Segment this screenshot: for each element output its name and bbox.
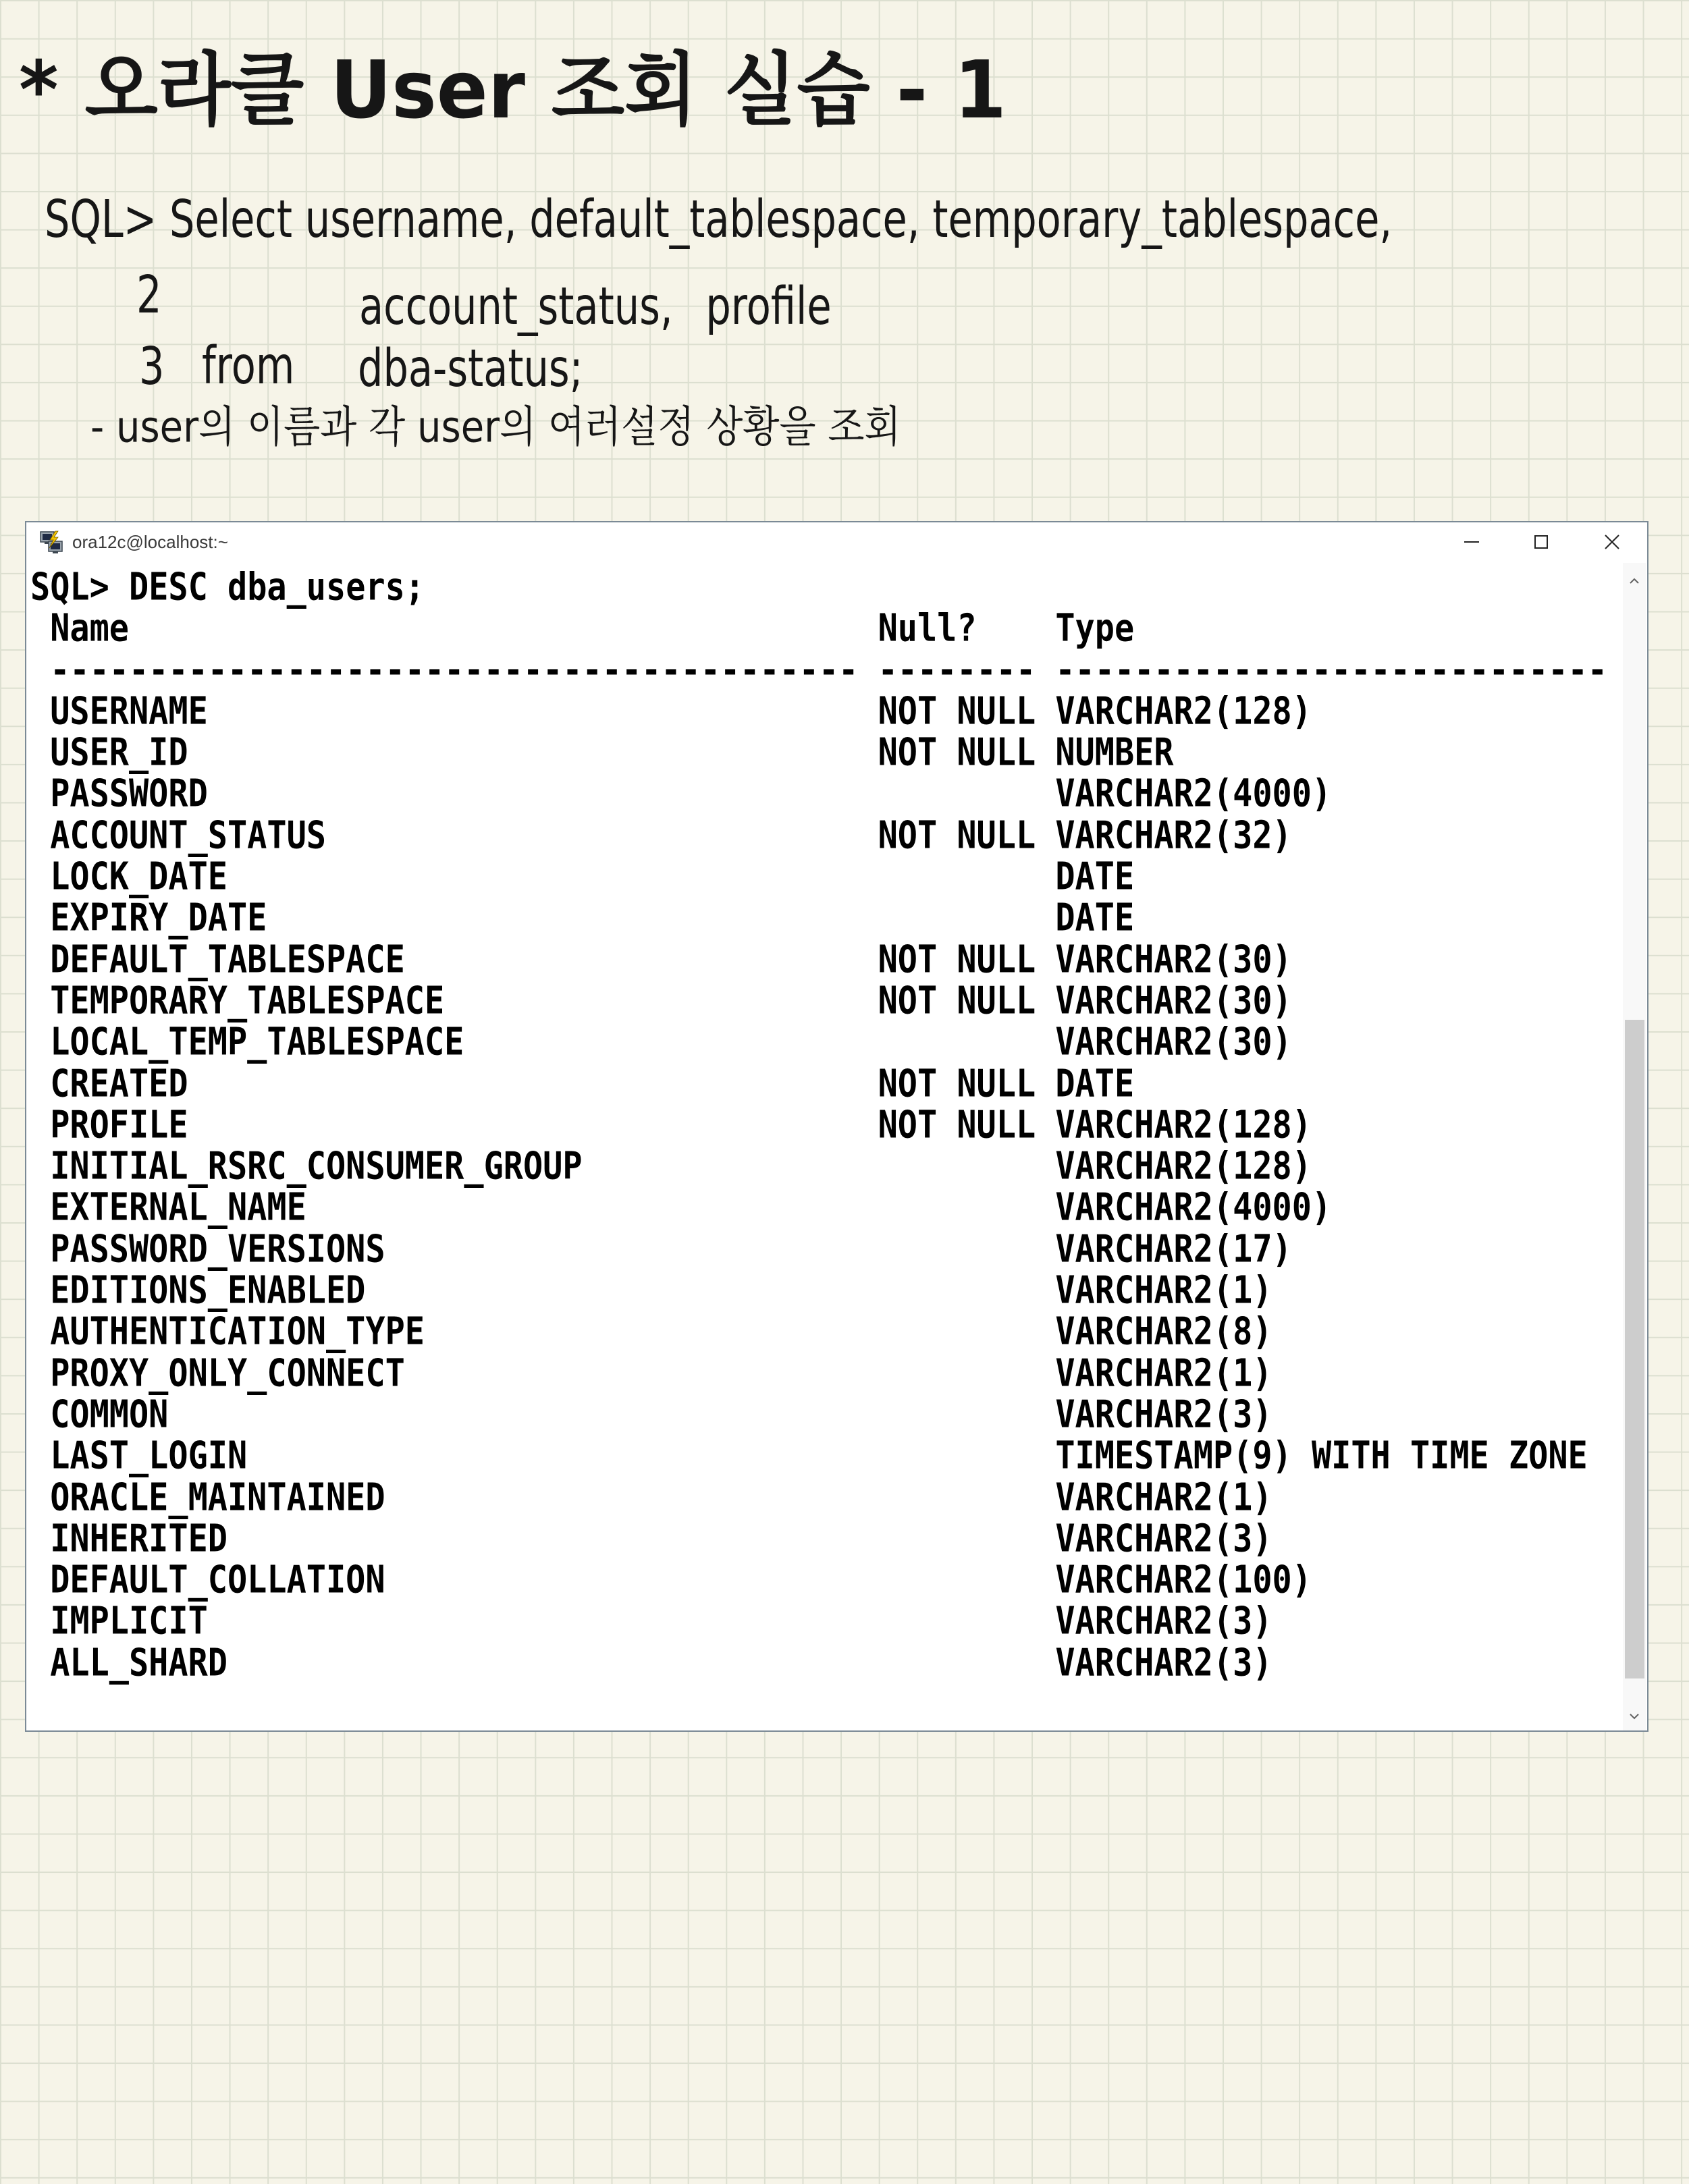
table-row: [30, 977, 1292, 1025]
data-type-cell: DATE: [1055, 854, 1135, 899]
separator-null: --------: [878, 648, 1036, 692]
terminal-text: [30, 565, 1607, 1685]
data-type-cell: VARCHAR2(32): [1055, 813, 1292, 857]
column-name-cell: LAST_LOGIN: [50, 1434, 248, 1478]
table-row: [30, 1474, 1272, 1521]
header-type: Type: [1055, 606, 1135, 651]
window-titlebar[interactable]: [26, 522, 1647, 563]
data-type-cell: VARCHAR2(128): [1055, 1144, 1312, 1189]
table-row: [30, 1309, 1272, 1356]
data-type-cell: VARCHAR2(3): [1055, 1517, 1272, 1560]
data-type-cell: VARCHAR2(3): [1055, 1641, 1272, 1685]
data-type-cell: VARCHAR2(4000): [1055, 1186, 1332, 1230]
column-name-cell: IMPLICIT: [50, 1600, 208, 1643]
column-name-cell: AUTHENTICATION_TYPE: [50, 1310, 425, 1354]
note-from-keyword: from: [202, 335, 295, 396]
data-type-cell: VARCHAR2(30): [1055, 937, 1292, 981]
data-type-cell: VARCHAR2(1): [1055, 1351, 1272, 1395]
vertical-scrollbar[interactable]: [1623, 563, 1646, 1730]
null-constraint-cell: NOT NULL: [878, 1062, 1036, 1105]
column-name-cell: PROFILE: [50, 1103, 188, 1147]
table-row: [30, 895, 1135, 942]
table-row: [30, 1598, 1272, 1645]
table-row: [30, 1433, 1588, 1480]
data-type-cell: VARCHAR2(3): [1055, 1600, 1272, 1643]
data-type-cell: VARCHAR2(4000): [1055, 772, 1332, 816]
close-button[interactable]: [1578, 522, 1646, 562]
data-type-cell: VARCHAR2(1): [1055, 1268, 1272, 1313]
note-query-line-1: SQL> Select username, default_tablespace, temporary_tablespace,: [45, 188, 1393, 250]
data-type-cell: NUMBER: [1055, 730, 1174, 775]
column-name-cell: LOCAL_TEMP_TABLESPACE: [50, 1020, 464, 1064]
null-constraint-cell: NOT NULL: [878, 979, 1036, 1023]
data-type-cell: VARCHAR2(17): [1055, 1227, 1292, 1271]
column-name-cell: TEMPORARY_TABLESPACE: [50, 979, 445, 1023]
column-name-cell: DEFAULT_COLLATION: [50, 1558, 385, 1602]
data-type-cell: VARCHAR2(30): [1055, 1020, 1292, 1064]
maximize-icon: [1534, 535, 1548, 549]
table-row: [30, 853, 1135, 900]
minimize-icon: [1464, 541, 1479, 543]
data-type-cell: VARCHAR2(1): [1055, 1475, 1272, 1519]
column-name-cell: ORACLE_MAINTAINED: [50, 1475, 385, 1519]
column-name-cell: PROXY_ONLY_CONNECT: [50, 1351, 405, 1395]
terminal-output[interactable]: [26, 563, 1647, 1730]
scrollbar-thumb[interactable]: [1625, 1020, 1644, 1678]
terminal-window[interactable]: [25, 521, 1648, 1732]
table-row: [30, 688, 1312, 735]
note-line-number-3: 3: [139, 335, 165, 397]
data-type-cell: VARCHAR2(30): [1055, 979, 1292, 1023]
data-type-cell: VARCHAR2(3): [1055, 1392, 1272, 1437]
header-null: Null?: [878, 606, 977, 651]
column-name-cell: ALL_SHARD: [50, 1641, 227, 1685]
table-row: [30, 1515, 1272, 1562]
table-row: [30, 936, 1292, 983]
command-line: [30, 564, 425, 611]
separator-type: ----------------------------: [1055, 648, 1607, 692]
maximize-button[interactable]: [1507, 522, 1575, 562]
column-name-cell: PASSWORD_VERSIONS: [50, 1227, 385, 1271]
scroll-down-button[interactable]: [1623, 1703, 1646, 1730]
window-title: ora12c@localhost:~: [72, 532, 228, 552]
table-row: [30, 1639, 1272, 1687]
table-row: [30, 1226, 1292, 1273]
column-name-cell: EXTERNAL_NAME: [50, 1186, 306, 1230]
chevron-up-icon: [1629, 578, 1640, 584]
data-type-cell: VARCHAR2(100): [1055, 1558, 1312, 1602]
data-type-cell: VARCHAR2(8): [1055, 1310, 1272, 1354]
note-table-name: dba-status;: [358, 337, 583, 399]
table-header-row: [30, 605, 1135, 653]
table-row: [30, 812, 1292, 859]
column-name-cell: INITIAL_RSRC_CONSUMER_GROUP: [50, 1144, 583, 1189]
column-name-cell: LOCK_DATE: [50, 854, 227, 899]
table-row: [30, 1391, 1272, 1438]
separator-row: [30, 647, 1607, 694]
data-type-cell: TIMESTAMP(9) WITH TIME ZONE: [1055, 1434, 1588, 1478]
chevron-down-icon: [1629, 1713, 1640, 1720]
table-row: [30, 771, 1332, 818]
column-name-cell: EXPIRY_DATE: [50, 896, 267, 940]
table-body: [30, 689, 1588, 1685]
putty-icon[interactable]: [39, 530, 65, 555]
column-name-cell: ACCOUNT_STATUS: [50, 813, 326, 857]
column-name-cell: EDITIONS_ENABLED: [50, 1268, 366, 1313]
column-name-cell: INHERITED: [50, 1517, 227, 1560]
sql-command: SQL> DESC dba_users;: [30, 565, 425, 609]
null-constraint-cell: NOT NULL: [878, 1103, 1036, 1147]
note-title: * 오라클 User 조회 실습 - 1: [19, 44, 1007, 137]
table-row: [30, 1350, 1272, 1397]
data-type-cell: DATE: [1055, 896, 1135, 940]
table-row: [30, 1101, 1312, 1149]
column-name-cell: CREATED: [50, 1062, 188, 1105]
data-type-cell: DATE: [1055, 1062, 1135, 1105]
table-row: [30, 1267, 1272, 1314]
column-name-cell: DEFAULT_TABLESPACE: [50, 937, 405, 981]
minimize-button[interactable]: [1438, 522, 1505, 562]
column-name-cell: COMMON: [50, 1392, 169, 1437]
data-type-cell: VARCHAR2(128): [1055, 1103, 1312, 1147]
null-constraint-cell: NOT NULL: [878, 937, 1036, 981]
null-constraint-cell: NOT NULL: [878, 730, 1036, 775]
column-name-cell: USERNAME: [50, 689, 208, 733]
null-constraint-cell: NOT NULL: [878, 689, 1036, 733]
column-name-cell: USER_ID: [50, 730, 188, 775]
close-icon: [1604, 534, 1620, 550]
data-type-cell: VARCHAR2(128): [1055, 689, 1312, 733]
note-query-line-2: account_status, profile: [359, 275, 832, 337]
null-constraint-cell: NOT NULL: [878, 813, 1036, 857]
note-line-number-2: 2: [136, 264, 162, 325]
separator-name: -----------------------------------------: [50, 648, 859, 692]
scroll-up-button[interactable]: [1623, 568, 1646, 595]
column-name-cell: PASSWORD: [50, 772, 208, 816]
table-row: [30, 1060, 1135, 1108]
table-row: [30, 1184, 1332, 1232]
header-name: Name: [50, 606, 129, 651]
note-description: - user의 이름과 각 user의 여러설정 상황을 조회: [90, 402, 901, 453]
table-row: [30, 1019, 1292, 1066]
